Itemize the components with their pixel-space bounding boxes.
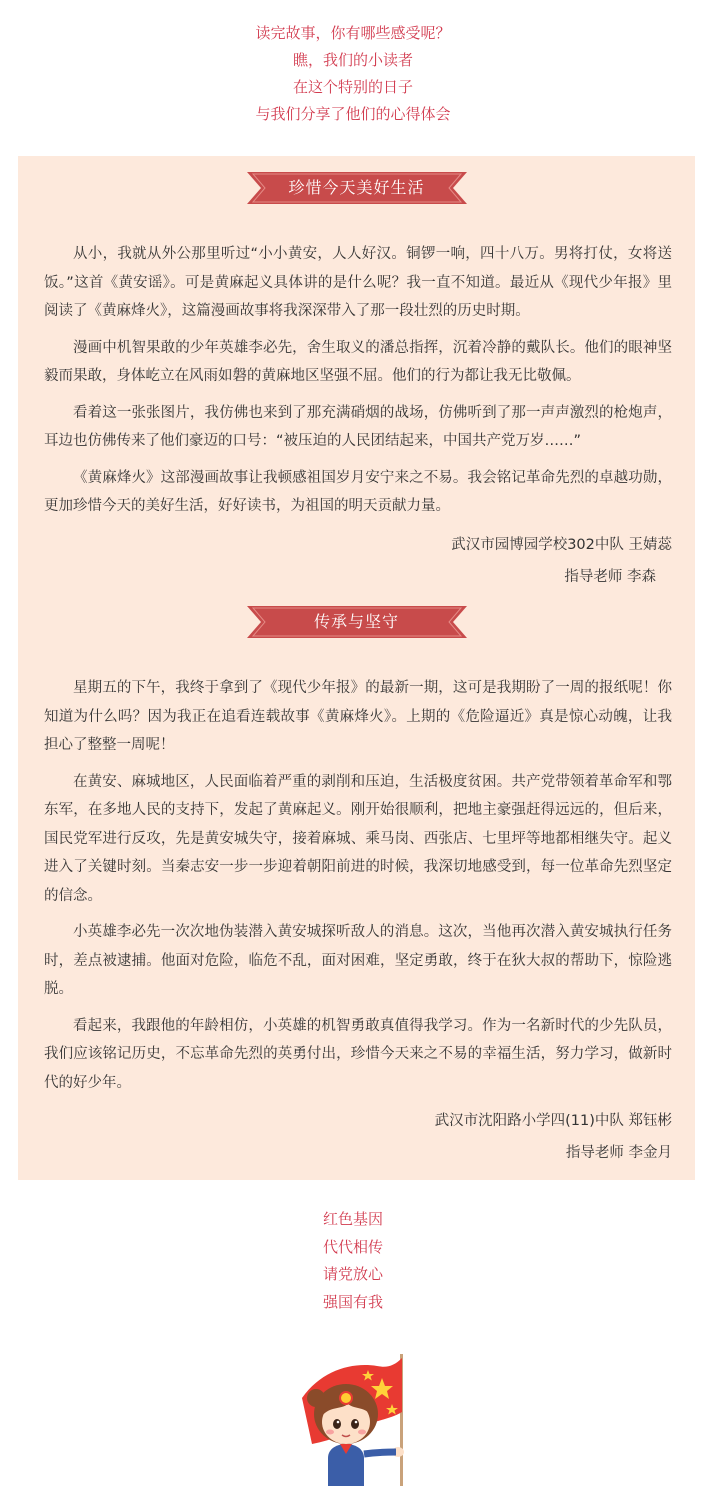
article-paragraph: 在黄安、麻城地区，人民面临着严重的剥削和压迫，生活极度贫困。共产党带领着革命军和鄂东军，在多地人民的支持下，发起了黄麻起义。刚开始很顺利，把地主豪强赶得远远的，但后来，国民党军进行反攻，先是黄安城失守，接着麻城、乘马岗、西张店、七里坪等地都相继失守。起义进入了关键时刻。当秦志安一步一步迎着朝阳前进的时候，我深切地感受到，每一位革命先烈坚定的信念。 — [44, 773, 672, 904]
intro-line: 瞧，我们的小读者 — [292, 51, 413, 69]
intro-line: 与我们分享了他们的心得体会 — [255, 105, 451, 123]
teacher-signature: 指导老师 李金月 — [565, 1145, 672, 1161]
articles-panel — [18, 156, 695, 1180]
article-title-ribbon — [247, 606, 467, 638]
article-paragraph: 看起来，我跟他的年龄相仿，小英雄的机智勇敢真值得我学习。作为一名新时代的少先队员，我们应该铭记历史，不忘革命先烈的英勇付出，珍惜今天来之不易的幸福生活，努力学习，做新时代的好少年。 — [44, 1017, 672, 1091]
slogan-line: 红色基因 — [322, 1210, 383, 1228]
article-paragraph: 看着这一张张图片，我仿佛也来到了那充满硝烟的战场，仿佛听到了那一声声激烈的枪炮声，耳边也仿佛传来了他们豪迈的口号：“被压迫的人民团结起来，中国共产党万岁……” — [44, 404, 672, 449]
author-signature: 武汉市沈阳路小学四(11)中队 郑钰彬 — [434, 1113, 672, 1129]
mascot-arm — [364, 1452, 396, 1454]
article-paragraph: 小英雄李必先一次次地伪装潜入黄安城探听敌人的消息。这次，当他再次潜入黄安城执行任务时，差点被逮捕。他面对危险，临危不乱，面对困难，坚定勇敢，终于在狄大叔的帮助下，惊险逃脱。 — [44, 924, 672, 997]
intro-text — [0, 20, 706, 128]
article-paragraph: 漫画中机智果敢的少年英雄李必先，舍生取义的潘总指挥，沉着冷静的戴队长。他们的眼神坚毅而果敢，身体屹立在风雨如磐的黄麻地区坚强不屈。他们的行为都让我无比敬佩。 — [44, 339, 672, 384]
article-body — [44, 240, 672, 593]
mascot-cheek — [326, 1430, 334, 1435]
article-paragraph: 从小，我就从外公那里听过“小小黄安，人人好汉。铜锣一响，四十八万。男将打仗，女将送饭。”这首《黄安谣》。可是黄麻起义具体讲的是什么呢？我一直不知道。最近从《现代少年报》里阅读了《黄麻烽火》，这篇漫画故事将我深深带入了那一段壮烈的历史时期。 — [44, 246, 672, 319]
hair-bun — [307, 1389, 325, 1407]
article-paragraph: 星期五的下午，我终于拿到了《现代少年报》的最新一期，这可是我期盼了一周的报纸呢！你知道为什么吗？因为我正在追看连载故事《黄麻烽火》。上期的《危险逼近》真是惊心动魄，让我担心了整整一周呢！ — [44, 680, 672, 753]
article-body — [44, 674, 672, 1169]
mascot-eye — [333, 1419, 341, 1429]
author-signature: 武汉市园博园学校302中队 王婧蕊 — [451, 536, 672, 553]
slogan-line: 代代相传 — [322, 1237, 383, 1256]
cap-badge-icon — [340, 1392, 352, 1404]
outro-slogan — [0, 1206, 706, 1316]
eye-highlight — [355, 1421, 358, 1424]
article-title: 珍惜今天美好生活 — [288, 178, 425, 197]
mascot-flag-girl-illustration — [282, 1340, 432, 1486]
mascot-eye — [351, 1419, 359, 1429]
article-title: 传承与坚守 — [313, 612, 399, 631]
teacher-signature: 指导老师 李森 — [564, 568, 656, 585]
intro-line: 读完故事，你有哪些感受呢？ — [255, 24, 451, 42]
intro-line: 在这个特别的日子 — [292, 78, 413, 96]
slogan-line: 强国有我 — [322, 1292, 383, 1311]
mascot-cheek — [358, 1430, 366, 1435]
slogan-line: 请党放心 — [322, 1265, 383, 1283]
article-title-ribbon — [247, 172, 467, 204]
eye-highlight — [337, 1421, 340, 1424]
article-paragraph: 《黄麻烽火》这部漫画故事让我顿感祖国岁月安宁来之不易。我会铭记革命先烈的卓越功勋，更加珍惜今天的美好生活，好好读书，为祖国的明天贡献力量。 — [44, 469, 672, 514]
